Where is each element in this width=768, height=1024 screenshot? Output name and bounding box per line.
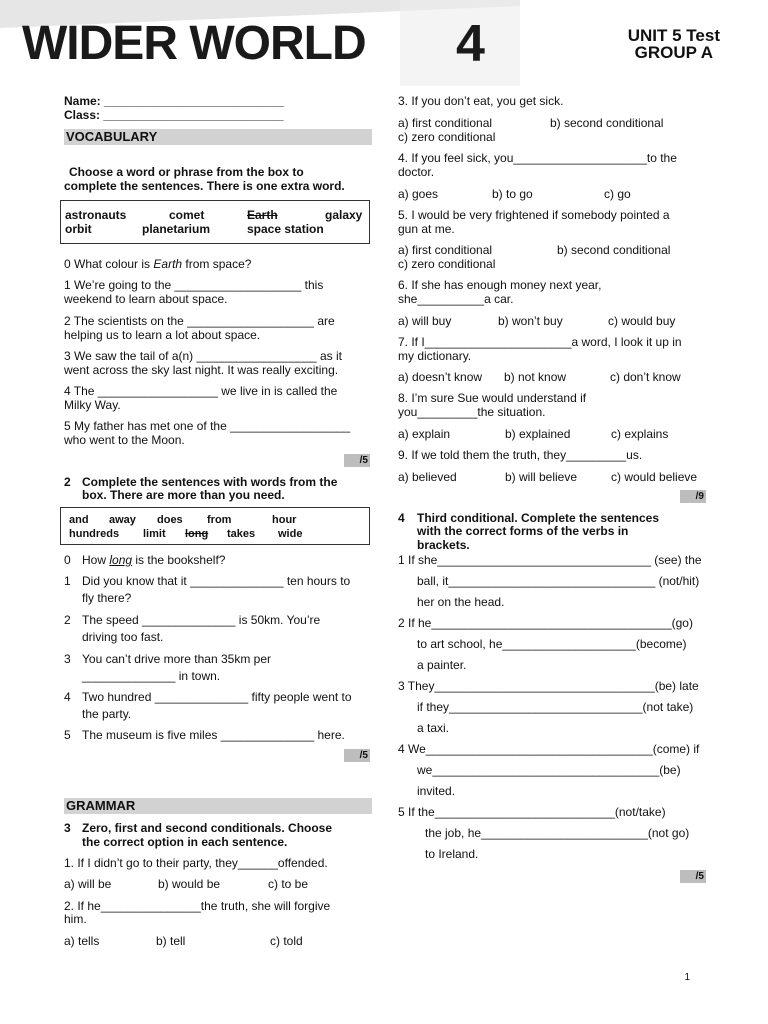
ex4-line: to Ireland. xyxy=(425,847,479,861)
word-box-item: takes xyxy=(227,528,256,540)
group-label: GROUP A xyxy=(634,43,714,62)
word-box-1 xyxy=(60,200,370,244)
ex3-question-5: 5. I would be very frightened if somebody pointed a xyxy=(398,208,670,222)
ex2-instruction-1: Complete the sentences with words from the xyxy=(82,475,338,489)
unit-title xyxy=(628,27,720,61)
ex2-item-4[interactable] xyxy=(64,690,352,704)
ex3-option[interactable]: a) doesn’t know xyxy=(398,370,483,384)
ex1-instruction-1: Choose a word or phrase from the box to xyxy=(69,165,304,179)
ex1-item-3-cont: went across the sky last night. It was really exciting. xyxy=(64,363,339,377)
ex3-question-7: 7. If I______________________a word, I look it up in xyxy=(398,335,682,349)
ex3-option[interactable]: b) explained xyxy=(505,427,571,441)
item-number: 3 xyxy=(64,652,71,666)
ex2-item-5[interactable] xyxy=(64,728,345,742)
word-box-item: hundreds xyxy=(69,528,120,540)
ex1-item-3[interactable]: 3 We saw the tail of a(n) __________________ as it xyxy=(64,349,342,363)
word-box-item: and xyxy=(69,514,89,526)
ex2-number: 2 xyxy=(64,475,71,489)
ex2-item-0 xyxy=(64,553,226,567)
ex2-item-text: Did you know that it ______________ ten hours to xyxy=(82,574,351,588)
ex2-item-0-body xyxy=(82,553,225,567)
header-banner xyxy=(0,0,768,86)
ex3-option[interactable]: a) first conditional xyxy=(398,116,493,130)
ex3-option[interactable]: b) not know xyxy=(504,370,567,384)
ex2-item-0-text: How xyxy=(82,553,107,567)
ex3-option[interactable]: b) second conditional xyxy=(557,243,671,257)
ex1-item-0-text-end: from space? xyxy=(185,257,252,271)
logo: WIDER WORLD xyxy=(22,17,366,70)
word-box-item: galaxy xyxy=(325,208,363,222)
ex4-instruction-3: brackets. xyxy=(417,538,470,552)
ex3-option[interactable]: b) would be xyxy=(158,877,221,891)
ex3-question-2: 2. If he_______________the truth, she will forgive xyxy=(64,899,331,913)
ex4-line[interactable]: 3 They_________________________________(be) late xyxy=(398,679,699,693)
level-number: 4 xyxy=(456,15,485,73)
item-number: 2 xyxy=(64,613,71,627)
word-box-item: hour xyxy=(272,514,297,526)
ex3-option[interactable]: b) won’t buy xyxy=(498,314,563,328)
ex4-line[interactable]: 4 We__________________________________(come) if xyxy=(398,742,700,756)
vocabulary-heading: VOCABULARY xyxy=(64,129,372,145)
score-box-3: /9 xyxy=(680,490,706,503)
ex2-item-3-cont: ______________ in town. xyxy=(82,669,221,683)
word-box-item: space station xyxy=(247,222,324,236)
ex3-question-1: 1. If I didn’t go to their party, they______offended. xyxy=(64,856,328,870)
item-number: 1 xyxy=(64,574,71,588)
ex3-question-6: 6. If she has enough money next year, xyxy=(398,278,602,292)
ex4-line[interactable]: 5 If the___________________________(not/take) xyxy=(398,805,666,819)
word-box-item: Earth xyxy=(247,208,278,222)
ex3-option[interactable]: a) goes xyxy=(398,187,439,201)
word-box-item: wide xyxy=(278,528,303,540)
ex1-item-5[interactable]: 5 My father has met one of the __________________ xyxy=(64,419,351,433)
ex4-line[interactable]: to art school, he____________________(become) xyxy=(417,637,687,651)
ex3-number: 3 xyxy=(64,821,71,835)
ex4-instruction-1: Third conditional. Complete the sentences xyxy=(417,511,660,525)
ex3-instruction-2: the correct option in each sentence. xyxy=(82,835,288,849)
ex3-option[interactable]: c) zero conditional xyxy=(398,130,496,144)
ex2-item-text: You can’t drive more than 35km per xyxy=(82,652,271,666)
grammar-heading: GRAMMAR xyxy=(64,798,372,814)
ex3-option[interactable]: c) don’t know xyxy=(610,370,681,384)
ex2-item-3[interactable] xyxy=(64,652,271,666)
ex3-option[interactable]: c) would buy xyxy=(608,314,676,328)
ex2-item-1[interactable] xyxy=(64,574,351,588)
ex2-item-1-cont: fly there? xyxy=(82,591,132,605)
word-box-item: long xyxy=(185,528,209,540)
ex1-item-2[interactable]: 2 The scientists on the ___________________ are xyxy=(64,314,335,328)
ex4-line: invited. xyxy=(417,784,456,798)
ex3-question-4: 4. If you feel sick, you____________________to the xyxy=(398,151,677,165)
ex4-line[interactable]: the job, he_________________________(not go) xyxy=(425,826,690,840)
score-box-1: /5 xyxy=(344,454,370,467)
name-field[interactable]: Name: ___________________________ xyxy=(64,94,285,108)
word-box-item: limit xyxy=(143,528,166,540)
ex2-item-0-text-end: is the bookshelf? xyxy=(135,553,226,567)
ex3-option[interactable]: a) believed xyxy=(398,470,457,484)
ex3-option[interactable]: c) to be xyxy=(268,877,309,891)
ex4-line[interactable]: 2 If he____________________________________(go) xyxy=(398,616,693,630)
unit-label: UNIT 5 Test xyxy=(627,26,720,45)
ex4-number: 4 xyxy=(398,511,405,525)
ex3-option[interactable]: a) explain xyxy=(398,427,451,441)
ex3-option[interactable]: c) zero conditional xyxy=(398,257,496,271)
ex2-item-text: Two hundred ______________ fifty people went to xyxy=(82,690,352,704)
ex3-question-8-cont: you_________the situation. xyxy=(398,405,546,419)
item-number: 4 xyxy=(64,690,71,704)
ex2-instruction-2: box. There are more than you need. xyxy=(82,488,285,502)
ex3-question-6-cont: she__________a car. xyxy=(398,292,514,306)
word-box-item: planetarium xyxy=(142,222,211,236)
ex2-item-text: The museum is five miles ______________ here. xyxy=(82,728,345,742)
word-box-item: from xyxy=(207,514,232,526)
ex1-item-2-cont: helping us to learn a lot about space. xyxy=(64,328,261,342)
ex1-item-1-cont: weekend to learn about space. xyxy=(64,292,228,306)
class-field[interactable]: Class: ___________________________ xyxy=(64,108,284,122)
ex3-option[interactable]: c) would believe xyxy=(611,470,698,484)
ex3-option[interactable]: a) tells xyxy=(64,934,100,948)
ex1-item-0 xyxy=(64,257,251,271)
ex2-item-2-cont: driving too fast. xyxy=(82,630,164,644)
ex3-question-5-cont: gun at me. xyxy=(398,222,455,236)
ex3-option[interactable]: b) will believe xyxy=(505,470,578,484)
ex3-question-8: 8. I’m sure Sue would understand if xyxy=(398,391,587,405)
item-number: 5 xyxy=(64,728,71,742)
ex3-question-7-cont: my dictionary. xyxy=(398,349,472,363)
page-number: 1 xyxy=(684,972,690,983)
ex3-option[interactable]: b) second conditional xyxy=(550,116,664,130)
ex1-instruction-2: complete the sentences. There is one extra word. xyxy=(64,179,345,193)
ex2-example-answer: long xyxy=(109,553,133,567)
ex4-line[interactable]: ball, it_______________________________ (not/hit) xyxy=(417,574,700,588)
ex4-line[interactable]: 1 If she________________________________ (see) the xyxy=(398,553,702,567)
ex3-question-3: 3. If you don’t eat, you get sick. xyxy=(398,94,564,108)
ex1-example-answer: Earth xyxy=(153,257,183,271)
ex1-item-5-cont: who went to the Moon. xyxy=(64,433,185,447)
word-box-item: comet xyxy=(169,208,205,222)
ex4-line[interactable]: if they_____________________________(not take) xyxy=(417,700,694,714)
ex3-option[interactable]: c) explains xyxy=(611,427,669,441)
ex2-item-text: The speed ______________ is 50km. You’re xyxy=(82,613,321,627)
ex1-item-4[interactable]: 4 The __________________ we live in is called the xyxy=(64,384,338,398)
ex3-question-2-cont: him. xyxy=(64,912,87,926)
ex3-instruction-1: Zero, first and second conditionals. Choose xyxy=(82,821,333,835)
ex3-question-4-cont: doctor. xyxy=(398,165,435,179)
ex4-instruction-2: with the correct forms of the verbs in xyxy=(417,524,629,538)
word-box-item: orbit xyxy=(65,222,92,236)
ex1-item-4-cont: Milky Way. xyxy=(64,398,121,412)
ex4-line: her on the head. xyxy=(417,595,505,609)
ex3-option[interactable]: a) will buy xyxy=(398,314,452,328)
ex2-item-4-cont: the party. xyxy=(82,707,132,721)
ex4-line[interactable]: we__________________________________(be) xyxy=(417,763,681,777)
word-box-2 xyxy=(60,507,370,545)
ex1-item-0-text: 0 What colour is xyxy=(64,257,151,271)
ex4-line: a painter. xyxy=(417,658,467,672)
score-box-2: /5 xyxy=(344,749,370,762)
ex3-option[interactable]: a) first conditional xyxy=(398,243,493,257)
ex3-question-9: 9. If we told them the truth, they_________us. xyxy=(398,448,643,462)
ex3-option[interactable]: c) told xyxy=(270,934,303,948)
item-number: 0 xyxy=(64,553,71,567)
ex3-option[interactable]: b) tell xyxy=(156,934,186,948)
ex1-item-1[interactable]: 1 We’re going to the ___________________ this xyxy=(64,278,324,292)
ex2-item-2[interactable] xyxy=(64,613,321,627)
ex4-line: a taxi. xyxy=(417,721,450,735)
word-box-item: away xyxy=(109,514,136,526)
score-box-4: /5 xyxy=(680,870,706,883)
word-box-item: astronauts xyxy=(65,208,127,222)
ex3-option[interactable]: b) to go xyxy=(492,187,533,201)
word-box-item: does xyxy=(157,514,183,526)
ex3-option[interactable]: c) go xyxy=(604,187,631,201)
ex3-option[interactable]: a) will be xyxy=(64,877,112,891)
